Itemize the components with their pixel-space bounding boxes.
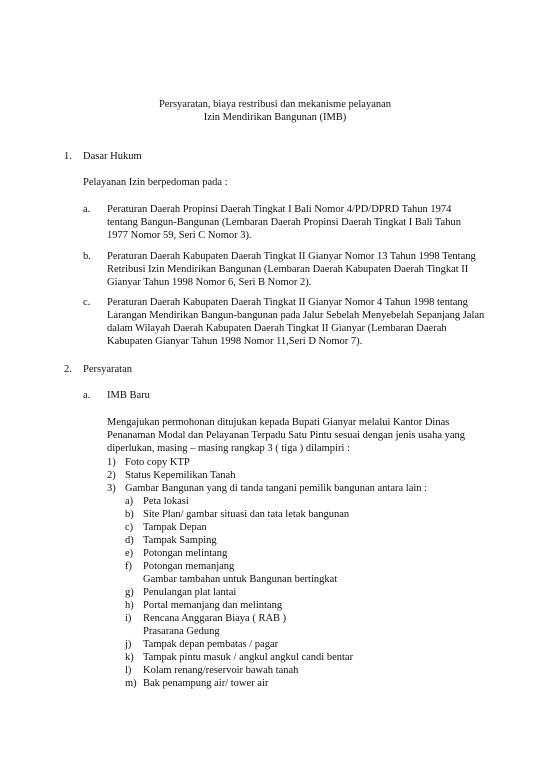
drawing-marker: a) — [125, 496, 134, 507]
text-line: Peraturan Daerah Propinsi Daerah Tingkat I Bali Nomor 4/PD/DPRD Tahun 1974 — [107, 204, 452, 215]
text-line: Larangan Mendirikan Bangun-bangunan pada Jalur Sebelah Menyebelah Sepanjang Jalan — [107, 310, 485, 321]
drawing-marker: i) — [125, 613, 132, 624]
text-line: dalam Wilayah Daerah Kabupaten Daerah Tingkat II Gianyar (Lembaran Daerah — [107, 323, 447, 334]
drawing-text: Tampak Samping — [143, 535, 217, 546]
section1-heading: Dasar Hukum — [83, 151, 142, 162]
drawing-text: Tampak pintu masuk / angkul angkul candi bentar — [143, 652, 354, 663]
drawing-text: Rencana Anggaran Biaya ( RAB ) — [143, 613, 287, 624]
text-line: Retribusi Izin Mendirikan Bangunan (Lembaran Daerah Kabupaten Daerah Tingkat II — [107, 264, 469, 275]
text-line: Peraturan Daerah Kabupaten Daerah Tingkat II Gianyar Nomor 13 Tahun 1998 Tentang — [107, 251, 476, 262]
requirement-marker: 2) — [107, 470, 116, 481]
drawing-text: Kolam renang/reservoir bawah tanah — [143, 665, 299, 676]
drawing-marker: f) — [125, 561, 132, 572]
drawing-marker: j) — [125, 639, 132, 650]
drawing-text: Potongan memanjang — [143, 561, 235, 572]
section2-sub-marker: a. — [83, 390, 91, 401]
section2-sub-heading: IMB Baru — [107, 390, 150, 401]
section1-item-b-text — [107, 250, 489, 289]
drawing-marker: h) — [125, 600, 134, 611]
drawing-text: Tampak depan pembatas / pagar — [143, 639, 279, 650]
drawing-text: Peta lokasi — [143, 496, 189, 507]
drawing-marker: k) — [125, 652, 134, 663]
section2-number: 2. — [64, 364, 72, 375]
drawing-marker: l) — [125, 665, 132, 676]
section1-item-c-marker: c. — [83, 297, 91, 308]
requirement-marker: 1) — [107, 457, 116, 468]
section1-item-c-text — [107, 296, 489, 348]
text-line: Penanaman Modal dan Pelayanan Terpadu Satu Pintu sesuai dengan jenis usaha yang — [107, 430, 466, 441]
section1-item-a-text — [107, 203, 489, 242]
drawing-text: Penulangan plat lantai — [143, 587, 237, 598]
drawing-text: Portal memanjang dan melintang — [143, 600, 283, 611]
document-title-line2: Izin Mendirikan Bangunan (IMB) — [203, 112, 347, 123]
text-line: tentang Bangun-Bangunan (Lembaran Daerah Propinsi Daerah Tingkat I Bali Tahun — [107, 217, 461, 228]
section2-paragraph — [107, 416, 489, 455]
document-title-line1: Persyaratan, biaya restribusi dan mekanisme pelayanan — [158, 99, 392, 110]
drawing-note: Prasarana Gedung — [143, 626, 220, 637]
text-line: diperlukan, masing – masing rangkap 3 ( tiga ) dilampiri : — [107, 443, 350, 454]
text-line: Peraturan Daerah Kabupaten Daerah Tingkat II Gianyar Nomor 4 Tahun 1998 tentang — [107, 297, 468, 308]
drawing-text: Bak penampung air/ tower air — [143, 678, 269, 689]
text-line: Kabupaten Gianyar Tahun 1998 Nomor 11,Seri D Nomor 7). — [107, 336, 363, 347]
requirement-text: Foto copy KTP — [125, 457, 190, 468]
section1-item-b-marker: b. — [83, 251, 91, 262]
section1-item-a-marker: a. — [83, 204, 91, 215]
requirement-text: Status Kepemilikan Tanah — [125, 470, 236, 481]
drawing-marker: e) — [125, 548, 134, 559]
drawing-marker: b) — [125, 509, 134, 520]
drawing-text: Tampak Depan — [143, 522, 207, 533]
requirement-marker: 3) — [107, 483, 116, 494]
section1-number: 1. — [64, 151, 72, 162]
text-line: Mengajukan permohonan ditujukan kepada Bupati Gianyar melalui Kantor Dinas — [107, 417, 450, 428]
drawing-marker: d) — [125, 535, 134, 546]
drawing-marker: m) — [125, 678, 137, 689]
requirement-text: Gambar Bangunan yang di tanda tangani pemilik bangunan antara lain : — [125, 483, 428, 494]
section1-intro: Pelayanan Izin berpedoman pada : — [83, 177, 228, 188]
drawing-marker: g) — [125, 587, 134, 598]
drawing-marker: c) — [125, 522, 134, 533]
text-line: Gianyar Tahun 1998 Nomor 6, Seri B Nomor 2). — [107, 277, 312, 288]
section2-heading: Persyaratan — [83, 364, 132, 375]
drawing-text: Potongan melintang — [143, 548, 228, 559]
text-line: 1977 Nomor 59, Seri C Nomor 3). — [107, 230, 252, 241]
drawing-text: Site Plan/ gambar situasi dan tata letak bangunan — [143, 509, 350, 520]
drawing-note: Gambar tambahan untuk Bangunan bertingkat — [143, 574, 338, 585]
